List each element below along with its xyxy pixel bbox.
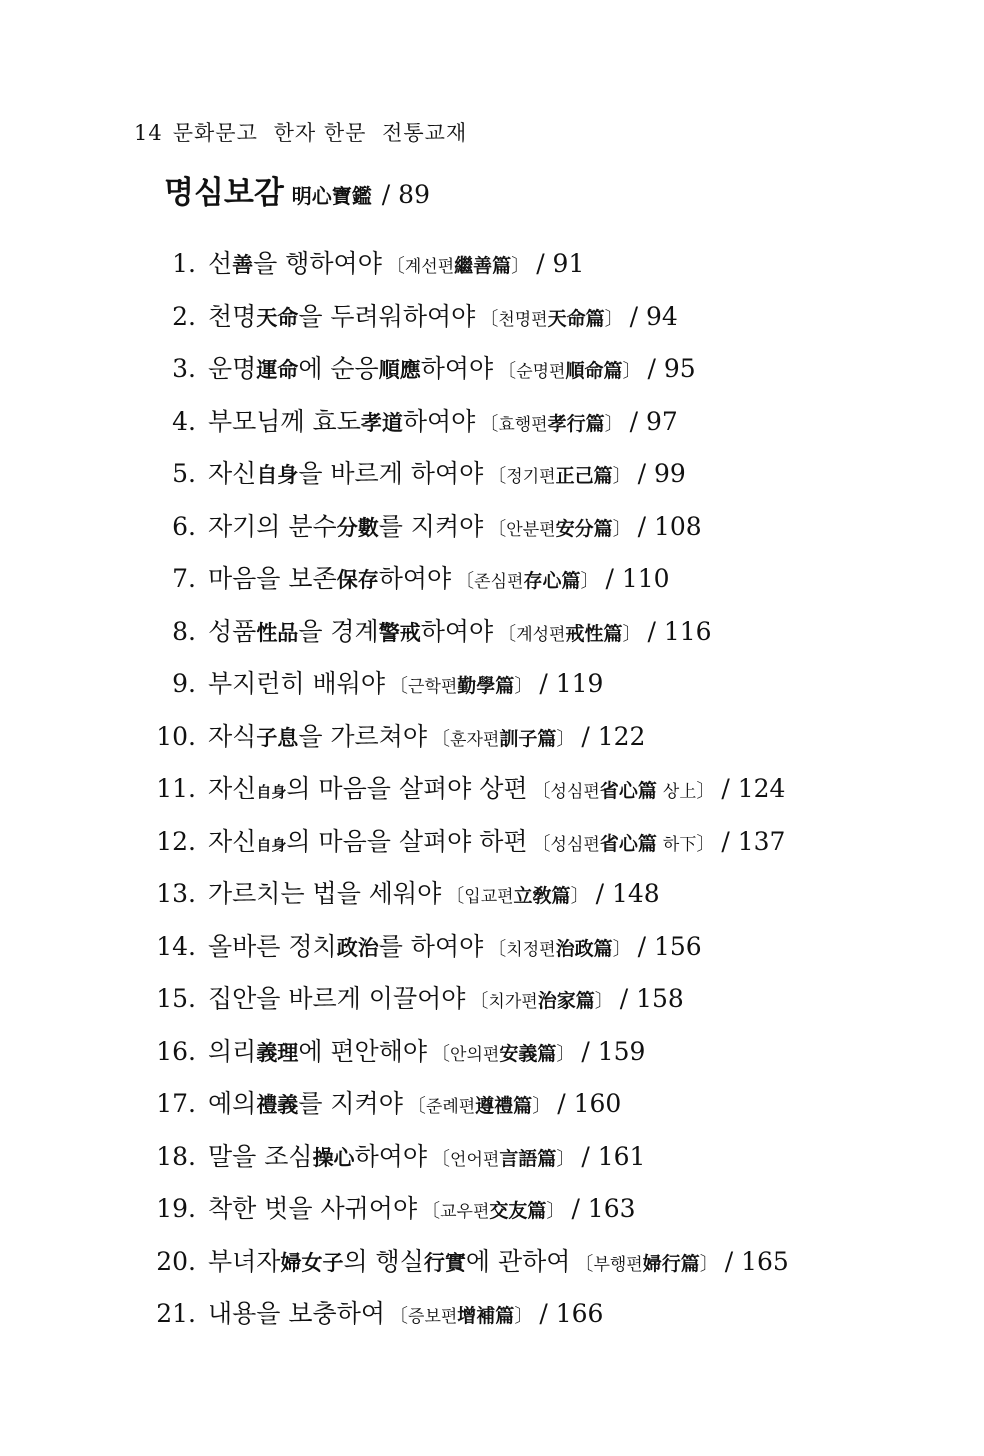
chapter-name-korean: 부행편 — [593, 1254, 643, 1275]
title-hanja: 政治 — [336, 934, 379, 960]
chapter-name-hanja: 婦行篇 — [642, 1252, 700, 1275]
title-text: 천명 — [208, 301, 257, 331]
chapter-name-korean: 안의편 — [450, 1044, 500, 1065]
title-text: 말을 조심 — [208, 1141, 313, 1171]
toc-entry-number: 19. — [156, 1194, 196, 1223]
chapter-name-hanja: 治政篇 — [555, 937, 613, 960]
title-text: 하여야 — [354, 1141, 428, 1171]
toc-entry-title — [208, 979, 684, 1022]
chapter-name: 〔언어편言語篇〕 — [431, 1147, 576, 1170]
toc-entry-number: 3. — [172, 354, 196, 383]
toc-entry-number: 2. — [172, 301, 196, 331]
chapter-name-korean: 근학편 — [408, 677, 458, 697]
title-hanja: 婦女子 — [280, 1249, 344, 1275]
title-hanja: 警戒 — [378, 619, 421, 645]
toc-entry-number: 21. — [156, 1299, 196, 1328]
toc-entry-page: / 99 — [637, 459, 686, 488]
chapter-name: 〔천명편天命篇〕 — [479, 307, 624, 330]
toc-entry-title — [208, 1084, 621, 1127]
toc-entry-page: / 94 — [629, 301, 678, 331]
title-text: 을 경계 — [298, 616, 379, 646]
chapter-name-hanja: 交友篇 — [489, 1200, 547, 1222]
toc-entry-page: / 108 — [637, 511, 702, 541]
title-hanja: 孝道 — [360, 409, 403, 435]
chapter-name-hanja: 安分篇 — [555, 517, 613, 540]
title-hanja: 自身 — [256, 462, 299, 487]
chapter-name: 〔안분편安分篇〕 — [487, 517, 632, 540]
section-page: / 89 — [381, 180, 430, 209]
chapter-name-hanja: 遵禮篇 — [475, 1095, 533, 1117]
chapter-name: 〔안의편安義篇〕 — [431, 1042, 576, 1065]
toc-entry-number: 8. — [172, 616, 196, 646]
chapter-name-korean: 성심편 — [550, 782, 600, 802]
toc-entry-title — [208, 769, 785, 812]
toc-entry-number: 6. — [172, 511, 196, 541]
toc-entry[interactable] — [0, 349, 984, 402]
title-text: 부녀자 — [208, 1246, 281, 1276]
title-text: 성품 — [208, 616, 257, 646]
toc-entry-number: 20. — [156, 1246, 196, 1276]
title-hanja: 天命 — [256, 304, 299, 330]
chapter-name-hanja: 言語篇 — [499, 1147, 557, 1170]
toc-entry-number: 12. — [156, 826, 196, 856]
chapter-name-korean: 계성편 — [516, 624, 566, 645]
toc-entry-page: / 166 — [539, 1299, 604, 1328]
title-hanja: 禮義 — [256, 1092, 299, 1117]
chapter-name-hanja: 訓子篇 — [499, 727, 557, 750]
toc-entry-title — [208, 1137, 645, 1180]
title-text: 착한 벗을 사귀어야 — [208, 1194, 418, 1223]
title-text: 운명 — [208, 354, 257, 383]
toc-entry[interactable] — [0, 297, 984, 350]
title-text: 올바른 정치 — [208, 931, 337, 961]
title-text: 를 하여야 — [378, 931, 484, 961]
toc-entry[interactable] — [0, 664, 984, 717]
chapter-name-hanja: 戒性篇 — [565, 622, 623, 645]
toc-entry[interactable] — [0, 822, 984, 875]
toc-entry-page: / 122 — [581, 721, 646, 751]
toc-entry-number: 17. — [156, 1089, 196, 1118]
toc-entry-page: / 137 — [721, 826, 786, 856]
toc-entry-title — [208, 927, 702, 970]
toc-entry-title — [208, 402, 678, 445]
chapter-name-korean: 언어편 — [450, 1149, 500, 1170]
running-header — [134, 117, 467, 147]
chapter-name-korean: 교우편 — [440, 1202, 490, 1222]
title-text: 부모님께 효도 — [208, 406, 361, 436]
chapter-name-korean: 존심편 — [474, 572, 524, 592]
toc-entry[interactable] — [0, 1294, 984, 1347]
chapter-name-hanja: 增補篇 — [457, 1305, 515, 1327]
title-text: 에 편안해야 — [298, 1036, 428, 1066]
chapter-name-korean: 계선편 — [404, 257, 455, 277]
title-text: 예의 — [208, 1089, 257, 1118]
toc-entry-number: 13. — [156, 879, 196, 908]
toc-entry-page: / 165 — [724, 1246, 789, 1276]
toc-entry-title — [208, 349, 696, 392]
series-name: 문화문고 — [172, 121, 258, 145]
toc-entry[interactable] — [0, 1189, 984, 1242]
toc-entry[interactable] — [0, 979, 984, 1032]
toc-entry-title — [208, 297, 678, 340]
toc-entry-page: / 124 — [721, 774, 786, 803]
toc-entry-number: 15. — [156, 984, 196, 1013]
title-text: 마음을 보존 — [208, 564, 337, 593]
chapter-name-korean: 준례편 — [425, 1097, 476, 1117]
chapter-name-korean: 성심편 — [550, 834, 600, 855]
title-text: 하여야 — [420, 616, 494, 646]
chapter-name-hanja: 繼善篇 — [454, 255, 512, 277]
toc-entry-page: / 160 — [557, 1089, 622, 1118]
toc-entry-number: 14. — [156, 931, 196, 961]
chapter-name: 〔훈자편訓子篇〕 — [431, 727, 576, 750]
title-text: 집안을 바르게 이끌어야 — [208, 984, 466, 1013]
toc-entry[interactable] — [0, 1084, 984, 1137]
toc-entry-number: 4. — [172, 406, 196, 436]
chapter-name-korean: 효행편 — [498, 414, 548, 435]
chapter-name: 〔효행편孝行篇〕 — [479, 412, 624, 435]
title-hanja: 分數 — [336, 514, 379, 540]
toc-entry-number: 9. — [172, 669, 196, 698]
title-text: 를 지켜야 — [298, 1089, 403, 1118]
toc-entry-page: / 110 — [605, 564, 670, 593]
chapter-name-hanja: 順命篇 — [565, 360, 623, 382]
chapter-name-korean: 증보편 — [408, 1307, 458, 1327]
title-text: 하여야 — [402, 406, 476, 436]
section-title — [164, 173, 430, 218]
toc-entry[interactable] — [0, 717, 984, 770]
toc-entry-title — [208, 559, 670, 602]
toc-entry-number: 1. — [172, 249, 196, 278]
chapter-name: 〔계선편繼善篇〕 — [385, 255, 531, 277]
section-title-korean: 명심보감 — [164, 175, 284, 211]
title-text: 하여야 — [378, 564, 452, 593]
toc-entry-number: 16. — [156, 1036, 196, 1066]
chapter-name-hanja: 安義篇 — [499, 1042, 557, 1065]
title-text: 의 행실 — [343, 1246, 424, 1276]
page-number: 14 — [134, 121, 163, 145]
title-text: 자식 — [208, 721, 257, 751]
table-of-contents — [0, 244, 984, 1347]
chapter-name: 〔증보편增補篇〕 — [389, 1305, 534, 1327]
toc-entry-title — [208, 507, 702, 550]
title-text: 자기의 분수 — [208, 511, 337, 541]
chapter-name: 〔순명편順命篇〕 — [497, 360, 642, 382]
title-text: 을 바르게 하여야 — [298, 459, 484, 488]
title-text: 을 가르쳐야 — [298, 721, 428, 751]
toc-entry-page: / 159 — [581, 1036, 646, 1066]
chapter-name-hanja: 省心篇 — [599, 780, 657, 802]
chapter-name-korean: 치가편 — [488, 992, 538, 1012]
toc-entry-number: 10. — [156, 721, 196, 751]
title-text: 를 지켜야 — [378, 511, 484, 541]
toc-entry[interactable] — [0, 507, 984, 560]
title-text: 을 두려워하여야 — [298, 301, 476, 331]
toc-entry[interactable] — [0, 1137, 984, 1190]
toc-entry-number: 11. — [156, 774, 196, 803]
title-hanja: 善 — [232, 252, 254, 277]
chapter-name-korean: 훈자편 — [450, 729, 500, 750]
chapter-name-korean: 천명편 — [498, 309, 548, 330]
title-text: 부지런히 배워야 — [208, 669, 385, 698]
book-type: 전통교재 — [382, 121, 468, 145]
chapter-name: 〔준례편遵禮篇〕 — [406, 1095, 552, 1117]
chapter-name: 〔정기편正己篇〕 — [487, 465, 632, 487]
chapter-name: 〔성심편省心篇 하下〕 — [531, 832, 716, 855]
toc-entry[interactable] — [0, 244, 984, 297]
title-text: 하여야 — [420, 354, 494, 383]
title-hanja: 自身 — [256, 835, 287, 854]
chapter-name: 〔근학편勤學篇〕 — [389, 675, 534, 697]
toc-entry[interactable] — [0, 559, 984, 612]
chapter-name-hanja: 孝行篇 — [547, 412, 605, 435]
chapter-name: 〔교우편交友篇〕 — [421, 1200, 566, 1222]
chapter-name-korean: 정기편 — [506, 467, 556, 487]
toc-entry-title — [208, 1294, 603, 1337]
chapter-name-korean: 순명편 — [516, 362, 566, 382]
toc-entry[interactable] — [0, 769, 984, 822]
toc-entry[interactable] — [0, 927, 984, 980]
title-text: 의리 — [208, 1036, 257, 1066]
chapter-name: 〔치가편治家篇〕 — [469, 990, 614, 1012]
title-hanja: 性品 — [256, 619, 299, 645]
chapter-name-korean: 치정편 — [506, 939, 556, 960]
title-text: 의 마음을 살펴야 상편 — [286, 774, 528, 803]
toc-entry[interactable] — [0, 874, 984, 927]
title-text: 내용을 보충하여 — [208, 1299, 385, 1328]
title-text: 에 관하여 — [465, 1246, 571, 1276]
toc-entry-title — [208, 822, 785, 865]
toc-entry-page: / 163 — [571, 1194, 636, 1223]
section-title-hanja: 明心寶鑑 — [291, 184, 372, 208]
title-hanja: 義理 — [256, 1039, 299, 1065]
title-text: 자신 — [208, 459, 257, 488]
title-text: 자신 — [208, 774, 257, 803]
chapter-name-korean: 안분편 — [506, 519, 556, 540]
toc-entry[interactable] — [0, 1032, 984, 1085]
toc-entry-page: / 161 — [581, 1141, 646, 1171]
chapter-name: 〔부행편婦行篇〕 — [574, 1252, 719, 1275]
toc-entry[interactable] — [0, 454, 984, 507]
chapter-name-hanja: 省心篇 — [599, 832, 657, 855]
toc-entry[interactable] — [0, 1242, 984, 1295]
toc-entry-title — [208, 874, 660, 917]
toc-entry-title — [208, 1189, 636, 1232]
toc-entry-title — [208, 454, 686, 497]
toc-entry-page: / 156 — [637, 931, 702, 961]
chapter-part: 상上 — [662, 782, 697, 802]
chapter-name-hanja: 立敎篇 — [513, 885, 571, 907]
chapter-name: 〔입교편立敎篇〕 — [445, 885, 590, 907]
toc-entry-page: / 158 — [619, 984, 684, 1013]
chapter-part: 하下 — [662, 834, 697, 855]
toc-entry-number: 18. — [156, 1141, 196, 1171]
toc-entry-page: / 119 — [539, 669, 604, 698]
chapter-name: 〔성심편省心篇 상上〕 — [531, 780, 716, 802]
toc-entry-page: / 95 — [647, 354, 696, 383]
toc-entry-page: / 148 — [595, 879, 660, 908]
toc-entry[interactable] — [0, 402, 984, 455]
title-hanja: 保存 — [336, 567, 379, 592]
title-text: 의 마음을 살펴야 하편 — [286, 826, 528, 856]
title-text: 가르치는 법을 세워야 — [208, 879, 442, 908]
chapter-name-hanja: 天命篇 — [547, 307, 605, 330]
chapter-name-hanja: 治家篇 — [537, 990, 595, 1012]
chapter-name-hanja: 存心篇 — [523, 570, 581, 592]
title-text: 에 순응 — [298, 354, 379, 383]
toc-entry-number: 5. — [172, 459, 196, 488]
chapter-name-hanja: 正己篇 — [555, 465, 613, 487]
chapter-name-hanja: 勤學篇 — [457, 675, 515, 697]
chapter-name: 〔계성편戒性篇〕 — [497, 622, 642, 645]
toc-entry-title — [208, 664, 603, 707]
title-hanja: 順應 — [378, 357, 421, 382]
title-hanja: 自身 — [256, 783, 287, 801]
chapter-name: 〔치정편治政篇〕 — [487, 937, 632, 960]
toc-entry[interactable] — [0, 612, 984, 665]
toc-entry-title — [208, 612, 712, 655]
subject-name: 한자 한문 — [273, 121, 367, 145]
toc-entry-number: 7. — [172, 564, 196, 593]
title-text: 자신 — [208, 826, 257, 856]
toc-entry-page: / 97 — [629, 406, 678, 436]
toc-entry-title — [208, 717, 645, 760]
chapter-name: 〔존심편存心篇〕 — [455, 570, 600, 592]
toc-entry-page: / 91 — [536, 249, 585, 278]
title-hanja: 子息 — [256, 724, 299, 750]
title-hanja: 操心 — [312, 1144, 355, 1170]
toc-entry-page: / 116 — [647, 616, 712, 646]
title-hanja: 行實 — [423, 1249, 466, 1275]
title-hanja: 運命 — [256, 357, 299, 382]
title-text: 선 — [208, 249, 233, 278]
chapter-name-korean: 입교편 — [464, 887, 514, 907]
toc-entry-title — [208, 1032, 645, 1075]
toc-entry-title — [208, 1242, 789, 1285]
title-text: 을 행하여야 — [253, 249, 382, 278]
toc-entry-title — [208, 244, 584, 287]
